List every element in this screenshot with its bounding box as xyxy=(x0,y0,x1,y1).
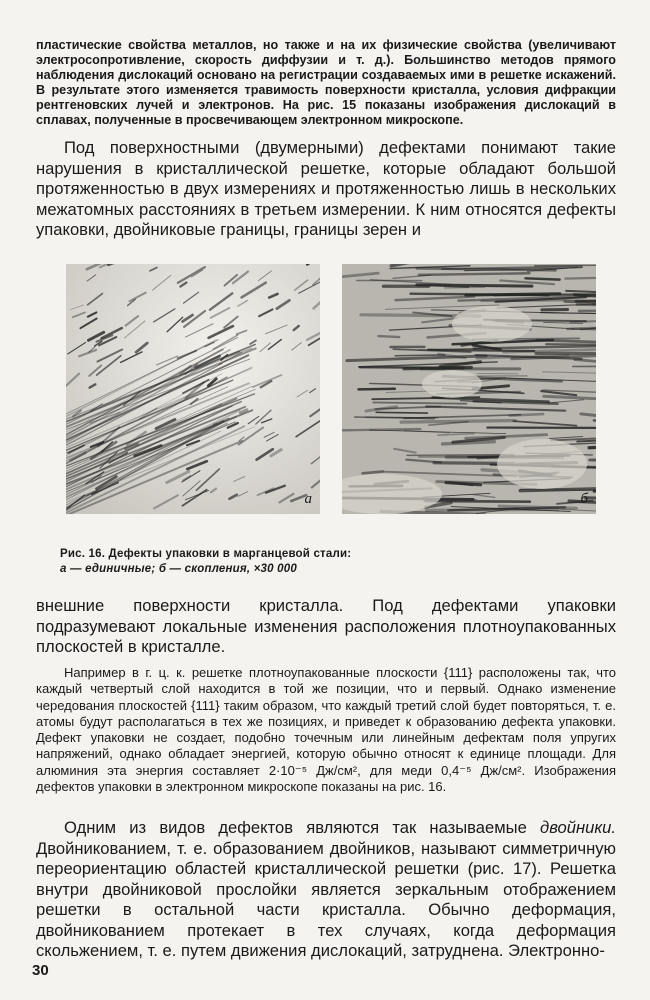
twins-term: двойники. xyxy=(540,818,616,837)
paragraph-stacking-faults-text: внешние поверхности кристалла. Под дефектами упаковки подразумевают локальные изменения расположения плотноупакованных плоскостей в кристалле. xyxy=(36,596,616,656)
figure-photo-b xyxy=(342,264,596,514)
figure-photo-a xyxy=(66,264,320,514)
micrograph-b-image xyxy=(342,264,596,514)
figure-caption-line1: Рис. 16. Дефекты упаковки в марганцевой стали: xyxy=(60,548,352,560)
paragraph-stacking-faults xyxy=(36,596,616,658)
small-paragraph-fcc-text: Например в г. ц. к. решетке плотноупакованные плоскости {111} расположены так, что каждый четвертый слой находится в той же позиции, что и первый. Однако изменение чередования плоскостей {111} таким образом, что каждый третий слой будет повторяться, т. е. атомы будут располагаться в тех же позициях, и приведет к образованию дефекта упаковки. Дефект упаковки не создает, подобно точечным или линейным дефектам поля упругих напряжений, однако обладает энергией, которую обычно относят к единице площади. Для алюминия эта энергия составляет 2·10⁻⁵ Дж/см², для меди 0,4⁻⁵ Дж/см². Изображения дефектов упаковки в электронном микроскопе показаны на рис. 16. xyxy=(36,665,616,795)
micrograph-a-image xyxy=(66,264,320,514)
paragraph-twins-text xyxy=(36,818,616,962)
small-paragraph-fcc xyxy=(36,665,616,795)
photo-a-label: а xyxy=(304,491,312,507)
paragraph-surface-defects xyxy=(36,138,616,241)
top-paragraph-text: пластические свойства металлов, но также и на их физические свойства (увеличивают электросопротивление, скорость диффузии и т. д.). Большинство методов прямого наблюдения дислокаций основано на регистрации создаваемых ими в решетке искажений. В результате этого изменяется травимость поверхности кристалла, условия дифракции рентгеновских лучей и электронов. На рис. 15 показаны изображения дислокаций в сплавах, полученные в просвечивающем электронном микроскопе. xyxy=(36,38,616,127)
page-number: 30 xyxy=(32,962,49,979)
figure-caption-line2: а — единичные; б — скопления, ×30 000 xyxy=(60,563,297,575)
twins-text-end: Двойникованием, т. е. образованием двойников, называют симметричную переориентацию областей кристаллической решетки (рис. 17). Решетка внутри двойниковой прослойки является зеркальным отображением решетки в остальной части кристалла. Обычно деформация, двойникованием протекает в тех случаях, когда деформация скольжением, т. е. путем движения дислокаций, затруднена. Электронно- xyxy=(36,838,616,960)
twins-text-start: Одним из видов дефектов являются так называемые xyxy=(64,818,541,837)
paragraph-surface-defects-text: Под поверхностными (двумерными) дефектами понимают такие нарушения в кристаллической решетке, которые обладают большой протяженностью в двух измерениях и протяженностью лишь в нескольких межатомных расстояниях в третьем измерении. К ним относятся дефекты упаковки, двойниковые границы, границы зерен и xyxy=(36,138,616,239)
top-paragraph xyxy=(36,38,616,128)
figure-caption xyxy=(60,547,580,577)
photo-b-label: б xyxy=(580,491,588,507)
paragraph-twins xyxy=(36,818,616,962)
